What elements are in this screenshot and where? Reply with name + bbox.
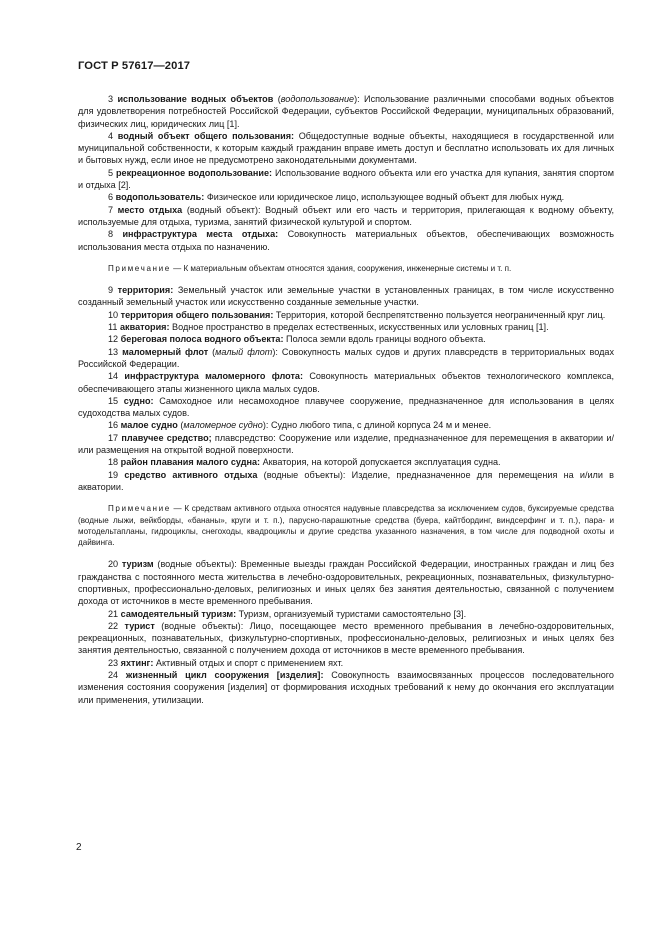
entry-term: самодеятельный туризм: [120,608,237,619]
document-header: ГОСТ Р 57617—2017 [78,60,191,72]
entry-number: 7 [108,204,114,215]
entry-definition: Полоса земли вдоль границы водного объекта. [286,334,486,345]
definition-entry [78,284,614,309]
note-text: К средствам активного отдыха относятся надувные плавсредства за исключением судов, буксируемые средства (водные лыжи, вейкборды, «бананы», круги и т. п.), парусно-парашютные средства (буера, кайтбординг, виндсерфинг и т. п.), пара- и мотодельтапланы, гидроциклы, снегоходы, квадроциклы и другие средства указанного назначения, в том числе для подводной охоты и дайвинга. [78,504,614,548]
entry-number: 20 [108,559,119,570]
entry-number: 17 [108,432,119,443]
entry-definition: Использование водного объекта или его участка для купания, занятия спортом и отдыха [2]. [78,167,614,191]
definition-entry [78,228,614,253]
definition-entry [78,333,614,345]
entry-term: береговая полоса водного объекта: [120,334,284,345]
entry-term: рекреационное водопользование: [115,167,273,178]
entry-term: малое судно [120,420,178,431]
document-body [78,93,614,706]
entry-qualifier-end: ): [354,94,365,104]
definition-entry [78,346,614,371]
entry-qualifier: ( [273,94,281,104]
note-text: К материальным объектам относятся здания, сооружения, инженерные системы и т. п. [183,263,512,273]
entry-qualifier: (водные объекты): [154,620,250,631]
note-label: Примечание [108,504,171,514]
definition-entry [78,669,614,706]
entry-number: 6 [108,192,114,203]
definition-entry [78,204,614,229]
entry-definition: Совокупность материальных объектов технологического комплекса, обеспечивающего этапы жизненного цикла малых судов. [78,371,614,394]
definition-entry [78,419,614,431]
entries-group-b [78,284,614,493]
entry-number: 23 [108,657,119,668]
note-dash: — [170,504,185,514]
entry-term: жизненный цикл сооружения [изделия]: [125,670,324,681]
entry-synonym: маломерное судно [183,420,263,431]
entry-definition: Территория, которой беспрепятственно пользуется неограниченный круг лиц. [275,309,606,320]
entry-term: маломерный флот [122,346,209,357]
definition-entry [78,620,614,657]
entry-number: 15 [108,395,119,406]
entry-number: 14 [108,371,119,382]
definition-entry [78,309,614,321]
definition-entry [78,370,614,395]
entry-synonym: малый флот [215,346,273,357]
entry-qualifier: ( [208,346,216,357]
entry-definition: Временные выезды граждан Российской Федерации, иностранных граждан и лиц без гражданства с постоянного места жительства в лечебно-оздоровительных, рекреационных, познавательных, физкультурно-спортивных, профессионально-деловых, религиозных и иных целях без занятия деятельностью, связанной с получением дохода от источников в месте временного пребывания. [78,559,614,607]
definition-entry [78,321,614,333]
entry-term: использование водных объектов [117,94,274,104]
entry-definition: Лицо, посещающее место временного пребывания в лечебно-оздоровительных, рекреационных, познавательных, физкультурно-спортивных, профессионально-деловых, религиозных и иных целях без занятия деятельностью, связанной с получением дохода от источников в месте временного пребывания. [78,620,614,656]
entries-group-c [78,558,614,706]
note-active-recreation [78,503,614,548]
entry-number: 9 [108,285,114,296]
entry-definition: Туризм, организуемый туристами самостоятельно [3]. [238,608,467,619]
entry-qualifier-end: ): [272,346,282,357]
entry-term: плавучее средство; [121,432,212,443]
entry-number: 3 [108,94,114,104]
entry-definition: Акватория, на которой допускается эксплуатация судна. [262,457,501,468]
definition-entry [78,608,614,620]
entry-qualifier: плавсредство: [211,432,279,443]
entry-qualifier: (водный объект): [182,204,266,215]
entry-definition: Общедоступные водные объекты, находящиеся в государственной или муниципальной собственности, к которым каждый гражданин вправе иметь доступ и бесплатно использовать их для личных и бытовых нужд, если иное не предусмотрено законодательными документами. [78,130,614,166]
entry-definition: Самоходное или несамоходное плавучее сооружение, предназначенное для использования в целях судоходства малых судов. [78,395,615,419]
definition-entry [78,93,614,130]
entry-term: средство активного отдыха [124,469,258,480]
entry-number: 16 [108,420,119,431]
entry-term: инфраструктура места отдыха: [122,229,279,240]
entry-term: район плавания малого судна: [120,457,261,468]
definition-entry [78,130,614,167]
entry-definition: Водный объект или его часть и территория, прилегающая к водному объекту, используемые для отдыха, туризма, занятий физической культурой и спортом. [78,204,614,227]
entry-qualifier-end [278,229,287,239]
entry-term: территория общего пользования: [120,309,274,320]
entry-qualifier: (водные объекты): [153,559,241,570]
entry-number: 10 [108,309,119,320]
note-dash: — [170,263,184,273]
entry-definition: Физическое или юридическое лицо, использующее водный объект для любых нужд. [206,192,565,203]
definition-entry [78,456,614,468]
entry-number: 22 [108,620,119,631]
page-number: 2 [76,842,82,853]
entry-definition: Земельный участок или земельные участки в установленных границах, в том числе искусственно созданный земельный участок или искусственно созданные земельные участки. [78,285,614,308]
entries-group-a [78,93,614,253]
entry-qualifier: (водные объекты): [257,469,352,480]
definition-entry [78,395,614,420]
entry-number: 13 [108,346,119,357]
entry-definition: Совокупность материальных объектов, обеспечивающих возможность использования места отдыха по назначению. [78,229,615,252]
entry-number: 4 [108,130,114,141]
entry-number: 18 [108,457,119,468]
entry-term: инфраструктура маломерного флота: [124,371,304,382]
definition-entry [78,558,614,607]
entry-qualifier-end: ): [262,420,271,431]
entry-term: акватория: [119,322,170,333]
entry-space [118,670,126,680]
definition-entry [78,657,614,669]
entry-term: туризм [121,559,154,570]
definition-entry [78,191,614,203]
entry-number: 19 [108,469,119,480]
entry-term: территория: [117,285,174,296]
definition-entry [78,167,614,192]
entry-number: 5 [108,167,114,178]
note-label: Примечание [108,263,171,273]
entry-term: турист [124,620,155,631]
entry-term: место отдыха [117,204,183,215]
entry-definition: Судно любого типа, с длиной корпуса 24 м и менее. [270,420,492,431]
entry-definition: Использование различными способами водных объектов для удовлетворения потребностей Российской Федерации, субъектов Российской Федерации, муниципальных образований, физических лиц, юридических лиц [1]. [78,94,614,129]
entry-synonym: водопользование [280,94,355,104]
entry-definition: Совокупность взаимосвязанных процессов последовательного изменения состояния сооружения [изделия] от формирования исходных требований к нему до окончания его эксплуатации или применения, утилизации. [78,670,614,705]
note-material-objects [78,263,614,274]
entry-term: водный объект общего пользования: [117,130,295,141]
entry-term: водопользователь: [115,192,205,203]
entry-number: 21 [108,608,119,619]
entry-definition: Изделие, предназначенное для перемещения на и/или в акватории. [78,469,614,492]
entry-qualifier: ( [177,420,184,431]
entry-term: судно: [123,395,154,406]
entry-number: 24 [108,670,119,681]
entry-number: 11 [108,322,118,333]
entry-definition: Совокупность малых судов и других плавсредств в территориальных водах Российской Федерации. [78,346,614,369]
definition-entry [78,469,614,494]
entry-term: яхтинг: [120,657,154,668]
entry-definition: Водное пространство в пределах естественных, искусственных или условных границ [1]. [172,322,549,333]
entry-definition: Активный отдых и спорт с применением яхт. [155,657,344,668]
entry-definition: Сооружение или изделие, предназначенное для перемещения в акватории и/или размещения на открытой водной поверхности. [78,432,614,456]
entry-number: 12 [108,334,119,345]
entry-number: 8 [108,229,114,240]
definition-entry [78,432,614,457]
